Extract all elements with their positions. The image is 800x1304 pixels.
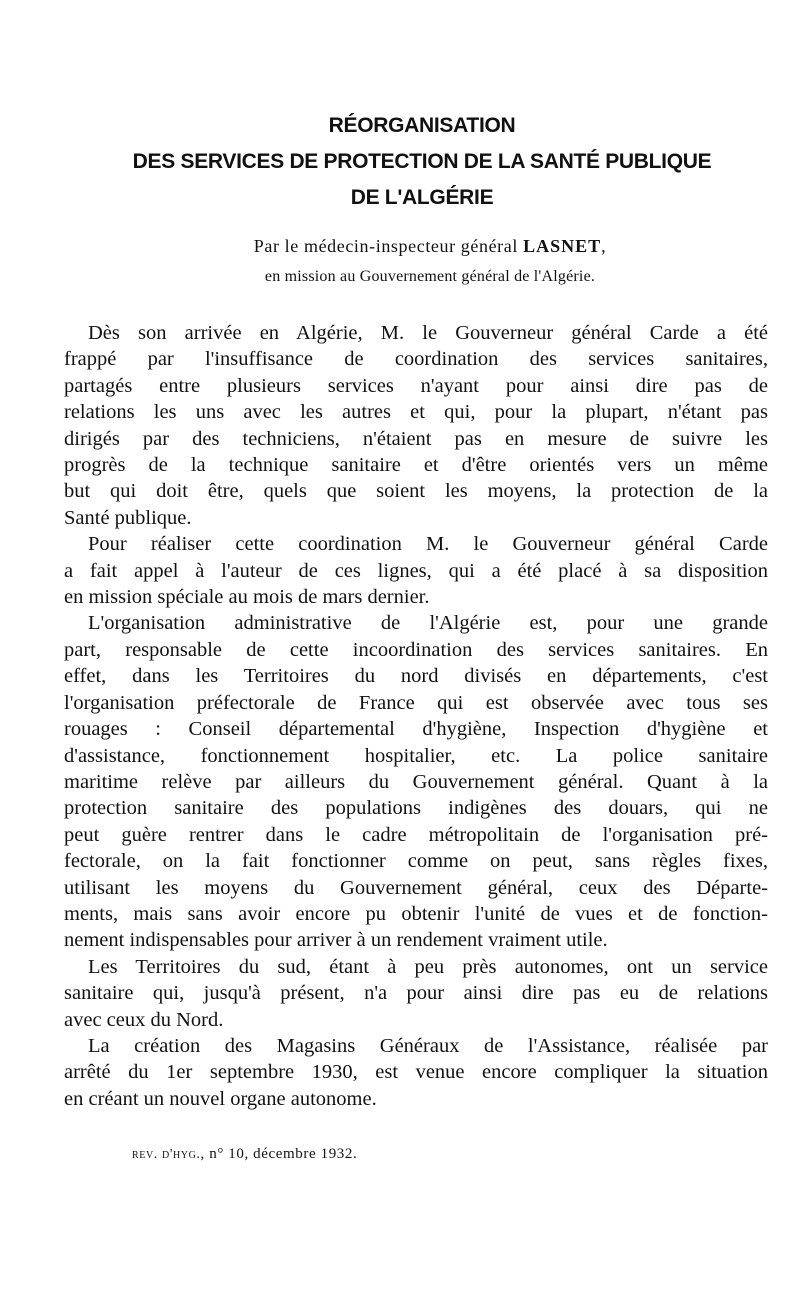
text-line: maritime relève par ailleurs du Gouvernement général. Quant à la <box>64 770 768 793</box>
text-line: fectorale, on la fait fonctionner comme on peut, sans règles fixes, <box>64 850 768 873</box>
author-name: LASNET <box>523 236 602 256</box>
text-line: partagés entre plusieurs services n'ayant pour ainsi dire pas de <box>64 374 768 397</box>
paragraph <box>64 320 768 531</box>
text-line: d'assistance, fonctionnement hospitalier, etc. La police sanitaire <box>64 744 768 767</box>
text-line: relations les uns avec les autres et qui, pour la plupart, n'étant pas <box>64 401 768 424</box>
byline-suffix: , <box>601 236 607 256</box>
paragraph <box>64 954 768 1033</box>
text-line: part, responsable de cette incoordination des services sanitaires. En <box>64 638 768 661</box>
title-line-3: DE L'ALGÉRIE <box>350 186 494 209</box>
byline-prefix: Par le médecin-inspecteur général <box>253 236 518 256</box>
text-line: peut guère rentrer dans le cadre métropolitain de l'organisation pré- <box>64 823 768 846</box>
title-line-2: DES SERVICES DE PROTECTION DE LA SANTÉ PUBLIQUE <box>132 150 712 173</box>
journal-abbrev: rev. d'hyg. <box>132 1147 201 1162</box>
text-line: l'organisation préfectorale de France qui est observée avec tous ses <box>64 691 768 714</box>
text-line: en mission spéciale au mois de mars dernier. <box>64 586 430 609</box>
text-line: utilisant les moyens du Gouvernement général, ceux des Départe- <box>64 876 768 899</box>
text-line: frappé par l'insuffisance de coordination des services sanitaires, <box>64 348 768 371</box>
text-line: a fait appel à l'auteur de ces lignes, qui a été placé à sa disposition <box>64 559 768 582</box>
text-line: effet, dans les Territoires du nord divisés en départements, c'est <box>64 665 768 688</box>
text-line: progrès de la technique sanitaire et d'être orientés vers un même <box>64 454 768 477</box>
journal-issue: , n° 10, décembre 1932. <box>200 1146 358 1162</box>
text-line: nement indispensables pour arriver à un rendement vraiment utile. <box>64 929 608 952</box>
byline-affiliation: en mission au Gouvernement général de l'Algérie. <box>264 268 596 285</box>
text-line: La création des Magasins Généraux de l'Assistance, réalisée par <box>88 1034 768 1057</box>
article-body <box>64 320 768 1112</box>
text-line: Pour réaliser cette coordination M. le Gouverneur général Carde <box>88 533 768 556</box>
paragraph <box>64 531 768 610</box>
text-line: ments, mais sans avoir encore pu obtenir l'unité de vues et de fonction- <box>64 902 768 925</box>
text-line: arrêté du 1er septembre 1930, est venue encore compliquer la situation <box>64 1061 768 1084</box>
text-line: but qui doit être, quels que soient les moyens, la protection de la <box>64 480 768 503</box>
text-line: dirigés par des techniciens, n'étaient pas en mesure de suivre les <box>64 427 768 450</box>
text-line: sanitaire qui, jusqu'à présent, n'a pour ainsi dire pas eu de relations <box>64 982 768 1005</box>
paragraph <box>64 1033 768 1112</box>
journal-footer <box>132 1146 357 1163</box>
text-line: Dès son arrivée en Algérie, M. le Gouverneur général Carde a été <box>88 322 768 344</box>
title-line-1: RÉORGANISATION <box>328 114 516 137</box>
byline-author-line <box>150 236 710 257</box>
text-line: rouages : Conseil départemental d'hygiène, Inspection d'hygiène et <box>64 718 768 741</box>
text-line: Les Territoires du sud, étant à peu près autonomes, ont un service <box>88 955 768 978</box>
text-line: Santé publique. <box>64 506 192 529</box>
paragraph <box>64 610 768 953</box>
text-line: avec ceux du Nord. <box>64 1008 224 1031</box>
text-line: en créant un nouvel organe autonome. <box>64 1087 377 1110</box>
text-line: L'organisation administrative de l'Algérie est, pour une grande <box>88 612 768 635</box>
text-line: protection sanitaire des populations indigènes des douars, qui ne <box>64 797 768 820</box>
